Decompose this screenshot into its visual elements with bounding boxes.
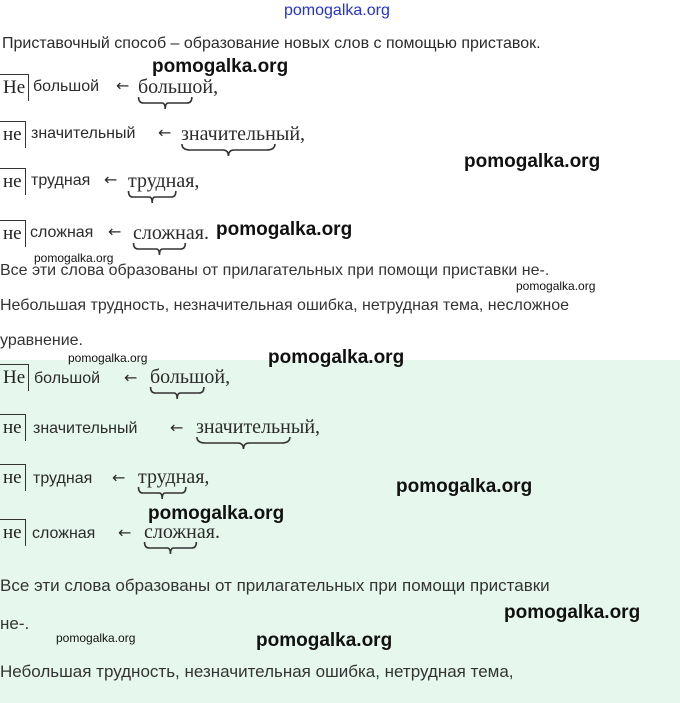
watermark: pomogalka.org [34,251,114,265]
derived-word: значительн ый, [196,414,320,440]
arrow-icon: ← [170,418,184,437]
arrow-icon: ← [118,523,132,542]
prefix-mark: не [0,121,26,148]
root-mark: сложн [144,521,197,543]
watermark: pomogalka.org [216,219,353,240]
paragraph: не-. [0,614,30,633]
header-watermark: pomogalka.org [284,2,390,19]
root-mark: трудн [128,170,176,192]
intro-text: Приставочный способ – образование новых слов с помощью приставок. [2,35,541,52]
derived-word: больш ой, [138,74,218,100]
paragraph: Небольшая трудность, незначительная ошибка, нетрудная тема, [0,662,514,681]
derived-word: трудн ая, [138,464,209,490]
watermark: pomogalka.org [516,279,596,293]
base-word: трудная [33,470,93,487]
arrow-icon: ← [112,468,126,487]
watermark: pomogalka.org [152,56,289,77]
watermark: pomogalka.org [464,151,601,172]
base-word: значительный [33,420,138,437]
arrow-icon: ← [124,368,138,387]
root-mark: сложн [133,222,186,244]
base-word: большой [33,78,100,95]
arrow-icon: ← [108,222,122,241]
watermark: pomogalka.org [256,630,393,651]
paragraph: Все эти слова образованы от прилагательных при помощи приставки [0,576,550,595]
watermark: pomogalka.org [148,503,285,524]
prefix-mark: не [0,168,26,195]
derived-word: сложн ая. [133,220,209,246]
derived-word: трудн ая, [128,168,199,194]
prefix-mark: не [0,414,26,441]
root-mark: значительн [181,123,276,145]
paragraph: уравнение. [0,332,83,349]
base-word: сложная [30,224,94,241]
watermark: pomogalka.org [56,631,136,645]
prefix-mark: не [0,464,26,491]
watermark: pomogalka.org [268,347,405,368]
prefix-mark: не [0,519,26,546]
root-mark: больш [150,366,204,388]
derived-word: сложн ая. [144,519,220,545]
prefix-mark: Не [0,74,29,101]
base-word: большой [34,370,101,387]
watermark: pomogalka.org [504,602,641,623]
root-mark: трудн [138,466,186,488]
root-mark: больш [138,76,192,98]
base-word: значительный [31,125,136,142]
root-mark: значительн [196,416,291,438]
base-word: трудная [31,172,91,189]
paragraph: Все эти слова образованы от прилагательных при помощи приставки не-. [0,262,550,279]
arrow-icon: ← [116,76,130,95]
watermark: pomogalka.org [396,476,533,497]
paragraph: Небольшая трудность, незначительная ошибка, нетрудная тема, несложное [0,297,570,314]
arrow-icon: ← [104,170,118,189]
prefix-mark: не [0,220,26,247]
prefix-mark: Не [0,364,29,391]
arrow-icon: ← [158,123,172,142]
derived-word: значительн ый, [181,121,305,147]
base-word: сложная [32,525,96,542]
watermark: pomogalka.org [68,351,148,365]
derived-word: больш ой, [150,364,230,390]
